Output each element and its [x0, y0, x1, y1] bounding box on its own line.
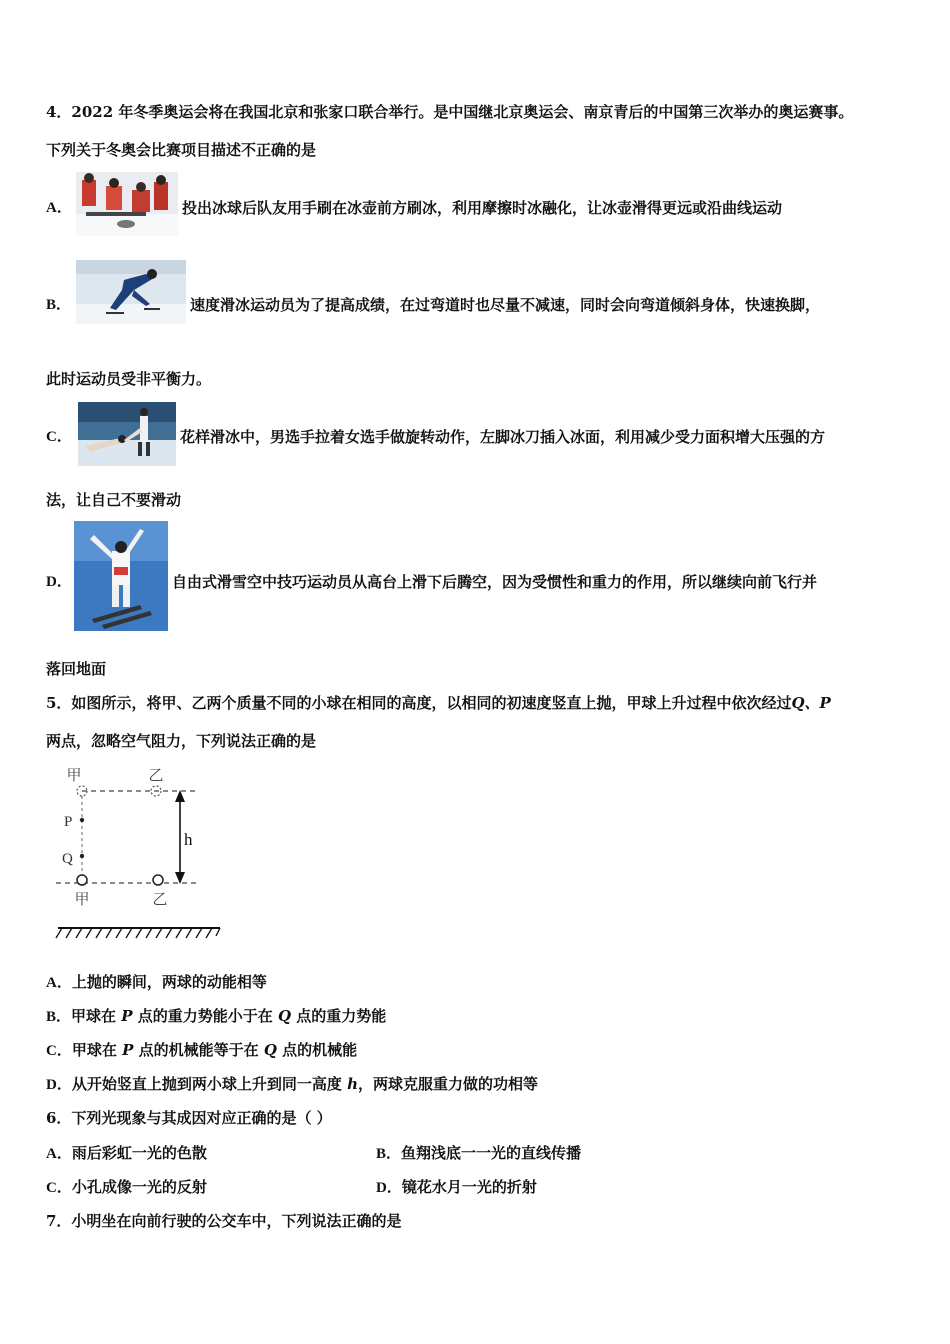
fig-label-q: Q [62, 851, 73, 867]
fig-label-yi-top: 乙 [148, 768, 164, 784]
q4-option-c-text: 花样滑冰中，男选手拉着女选手做旋转动作，左脚冰刀插入冰面，利用减少受力面积增大压强的方 [180, 428, 826, 446]
fig-label-h: h [184, 830, 193, 849]
q7-stem: 7．小明坐在向前行驶的公交车中，下列说法正确的是 [46, 1212, 402, 1230]
q4-stem-line2: 下列关于冬奥会比赛项目描述不正确的是 [46, 141, 317, 159]
fig-label-jia-top: 甲 [66, 768, 82, 784]
curling-photo [76, 172, 178, 236]
q5-figure [52, 760, 224, 942]
q6-option-d: D．镜花水月一光的折射 [376, 1178, 537, 1196]
q4-option-c-letter: C． [46, 429, 72, 445]
q5-stem-line1: 5．如图所示，将甲、乙两个质量不同的小球在相同的高度，以相同的初速度竖直上抛，甲球上升过程中依次经过Q、P [46, 694, 831, 712]
q5-option-a: A．上抛的瞬间，两球的动能相等 [46, 973, 267, 991]
q6-stem: 6．下列光现象与其成因对应正确的是（ ） [46, 1109, 332, 1127]
q4-option-d-text: 自由式滑雪空中技巧运动员从高台上滑下后腾空，因为受惯性和重力的作用，所以继续向前飞行并 [172, 573, 818, 591]
q4-option-a-text: 投出冰球后队友用手刷在冰壶前方刷冰，利用摩擦时冰融化，让冰壶滑得更远或沿曲线运动 [182, 199, 783, 217]
q5-option-c: C．甲球在 P 点的机械能等于在 Q 点的机械能 [46, 1041, 358, 1059]
q6-option-a: A．雨后彩虹一光的色散 [46, 1144, 207, 1162]
q4-option-b-text: 速度滑冰运动员为了提高成绩，在过弯道时也尽量不减速，同时会向弯道倾斜身体，快速换脚， [190, 296, 821, 314]
q4-option-b-continuation: 此时运动员受非平衡力。 [46, 370, 212, 388]
fig-label-yi-bottom: 乙 [152, 892, 168, 908]
q4-stem-line1: 4．2022 年冬季奥运会将在我国北京和张家口联合举行。是中国继北京奥运会、南京青后的中国第三次举办的奥运赛事。 [46, 103, 854, 121]
fig-label-jia-bottom: 甲 [74, 892, 90, 908]
q4-option-d-continuation: 落回地面 [46, 660, 107, 678]
q4-option-b-letter: B． [46, 297, 72, 313]
q5-option-d: D．从开始竖直上抛到两小球上升到同一高度 h，两球克服重力做的功相等 [46, 1075, 538, 1093]
q6-option-c: C．小孔成像一光的反射 [46, 1178, 207, 1196]
q6-option-b: B．鱼翔浅底一一光的直线传播 [376, 1144, 582, 1162]
q4-option-a-letter: A． [46, 200, 72, 216]
figure-skating-photo [78, 402, 176, 466]
q5-stem-line2: 两点，忽略空气阻力，下列说法正确的是 [46, 732, 317, 750]
freestyle-skiing-photo [74, 521, 168, 631]
speed-skating-photo [76, 260, 186, 324]
q4-option-c-continuation: 法，让自己不要滑动 [46, 491, 182, 509]
q4-option-d-letter: D． [46, 574, 72, 590]
fig-label-p: P [64, 814, 73, 830]
q5-stem-vars: Q、P [791, 694, 831, 712]
q5-option-b: B．甲球在 P 点的重力势能小于在 Q 点的重力势能 [46, 1007, 387, 1025]
